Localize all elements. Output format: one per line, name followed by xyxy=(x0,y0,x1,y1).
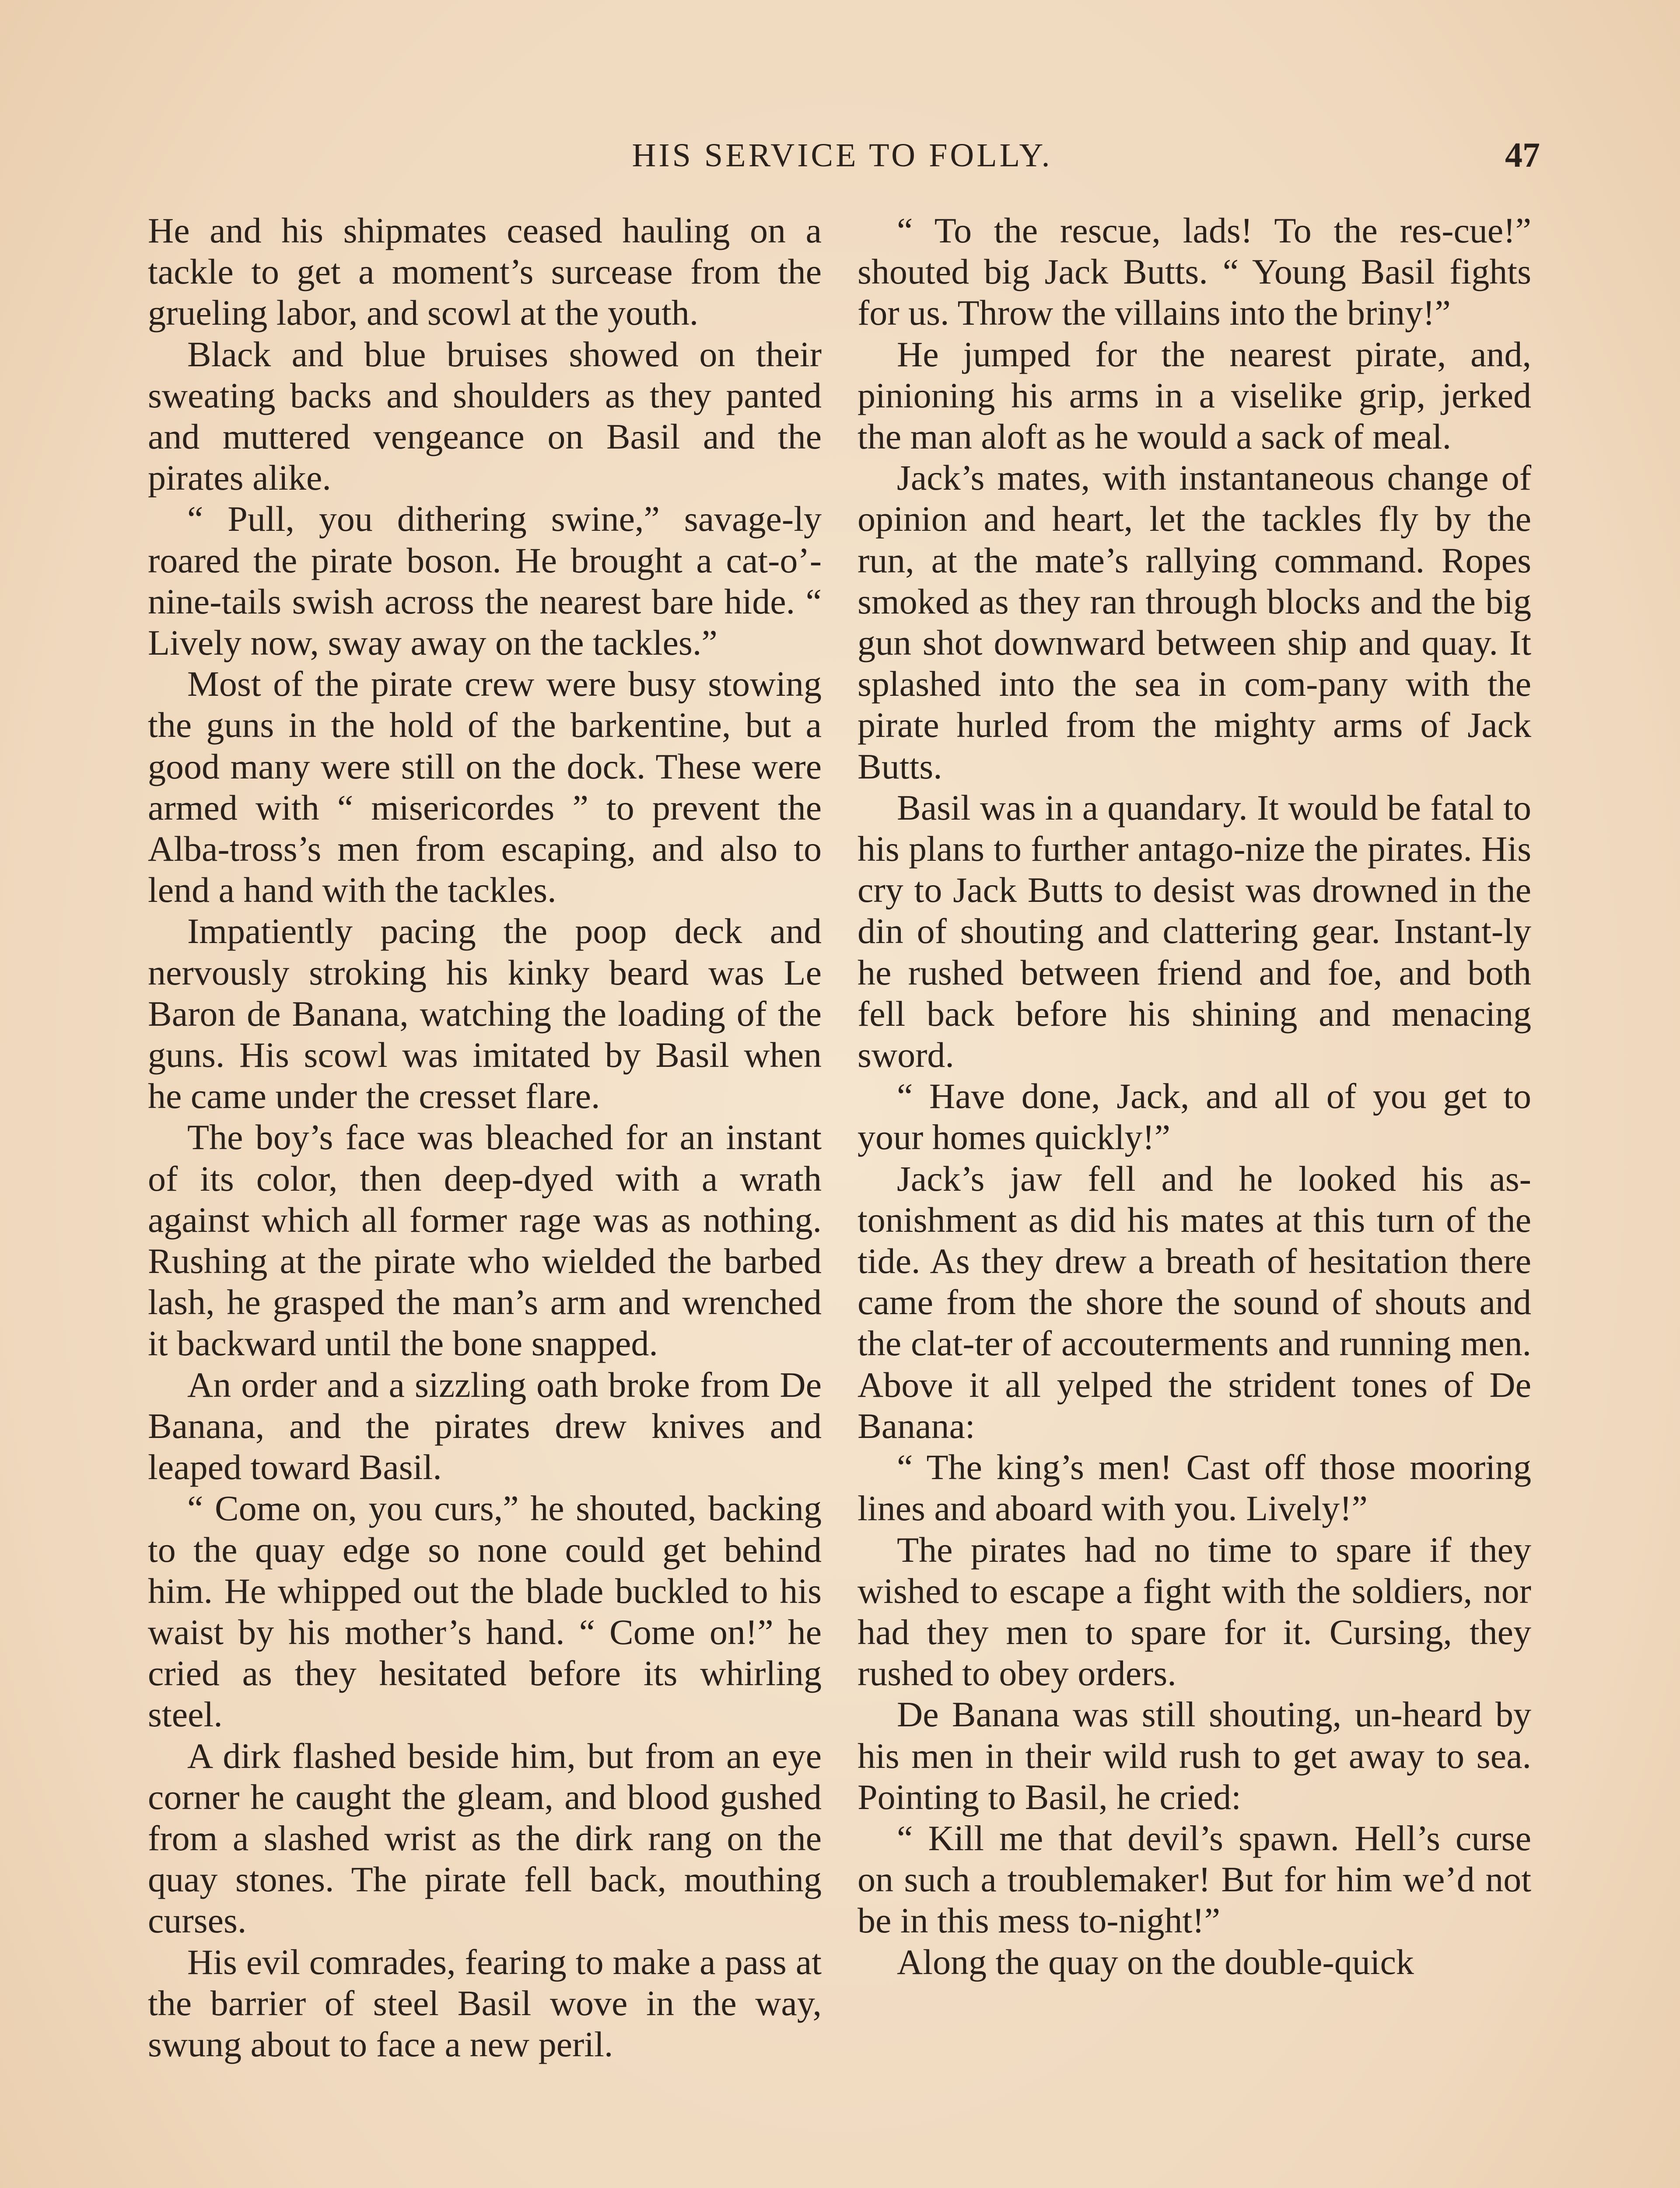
paragraph: Black and blue bruises showed on their sweating backs and shoulders as they panted and muttered vengeance on Basil and the pirates alike. xyxy=(148,334,822,498)
paragraph: “ Pull, you dithering swine,” savage-ly roared the pirate boson. He brought a cat-o’-nine-tails swish across the nearest bare hide. “ Lively now, sway away on the tackles.” xyxy=(148,499,822,663)
paragraph: “ The king’s men! Cast off those mooring lines and aboard with you. Lively!” xyxy=(858,1447,1531,1529)
paragraph: An order and a sizzling oath broke from De Banana, and the pirates drew knives and leaped toward Basil. xyxy=(148,1364,822,1487)
paragraph: The pirates had no time to spare if they wished to escape a fight with the soldiers, nor had they men to spare for it. Cursing, they rushed to obey orders. xyxy=(858,1529,1531,1694)
paragraph: Most of the pirate crew were busy stowing the guns in the hold of the barkentine, but a good many were still on the dock. These were armed with “ misericordes ” to prevent the Alba-tross’s men from escaping, and also to lend a hand with the tackles. xyxy=(148,664,822,910)
paragraph: A dirk flashed beside him, but from an eye corner he caught the gleam, and blood gushed from a slashed wrist as the dirk rang on the quay stones. The pirate fell back, mouthing curses. xyxy=(148,1736,822,1941)
paragraph: Basil was in a quandary. It would be fatal to his plans to further antago-nize the pirates. His cry to Jack Butts to desist was drowned in the din of shouting and clattering gear. Instant-ly he rushed between friend and foe, and both fell back before his shining and menacing sword. xyxy=(858,787,1531,1075)
paragraph: De Banana was still shouting, un-heard by his men in their wild rush to get away to sea. Pointing to Basil, he cried: xyxy=(858,1694,1531,1817)
paragraph: Impatiently pacing the poop deck and nervously stroking his kinky beard was Le Baron de Banana, watching the loading of the guns. His scowl was imitated by Basil when he came under the cresset flare. xyxy=(148,911,822,1116)
paragraph: “ Kill me that devil’s spawn. Hell’s curse on such a troublemaker! But for him we’d not be in this mess to-night!” xyxy=(858,1818,1531,1941)
paragraph: Jack’s jaw fell and he looked his as-tonishment as did his mates at this turn of the tide. As they drew a breath of hesitation there came from the shore the sound of shouts and the clat-ter of accouterments and running men. Above it all yelped the strident tones of De Banana: xyxy=(858,1158,1531,1446)
page-header xyxy=(144,131,1540,179)
paragraph: Along the quay on the double-quick xyxy=(897,1942,1414,1982)
paragraph: “ Come on, you curs,” he shouted, backing to the quay edge so none could get behind him. He whipped out the blade buckled to his waist by his mother’s hand. “ Come on!” he cried as they hesitated before its whirling steel. xyxy=(148,1488,822,1735)
paragraph: “ Have done, Jack, and all of you get to your homes quickly!” xyxy=(858,1076,1531,1157)
right-column xyxy=(858,210,1531,1983)
paragraph: He jumped for the nearest pirate, and, pinioning his arms in a viselike grip, jerked the man aloft as he would a sack of meal. xyxy=(858,334,1531,457)
paragraph: The boy’s face was bleached for an instant of its color, then deep-dyed with a wrath against which all former rage was as nothing. Rushing at the pirate who wielded the barbed lash, he grasped the man’s arm and wrenched it backward until the bone snapped. xyxy=(148,1117,822,1364)
paragraph: Jack’s mates, with instantaneous change of opinion and heart, let the tackles fly by the run, at the mate’s rallying command. Ropes smoked as they ran through blocks and the big gun shot downward between ship and quay. It splashed into the sea in com-pany with the pirate hurled from the mighty arms of Jack Butts. xyxy=(858,458,1531,786)
paragraph: He and his shipmates ceased hauling on a tackle to get a moment’s surcease from the grueling labor, and scowl at the youth. xyxy=(148,210,822,333)
running-title: HIS SERVICE TO FOLLY. xyxy=(632,137,1053,174)
page-number: 47 xyxy=(1505,136,1540,175)
paragraph: His evil comrades, fearing to make a pass at the barrier of steel Basil wove in the way, swung about to face a new peril. xyxy=(148,1942,822,2064)
left-column xyxy=(148,210,822,2065)
paragraph: “ To the rescue, lads! To the res-cue!” shouted big Jack Butts. “ Young Basil fights for us. Throw the villains into the briny!” xyxy=(858,210,1531,333)
